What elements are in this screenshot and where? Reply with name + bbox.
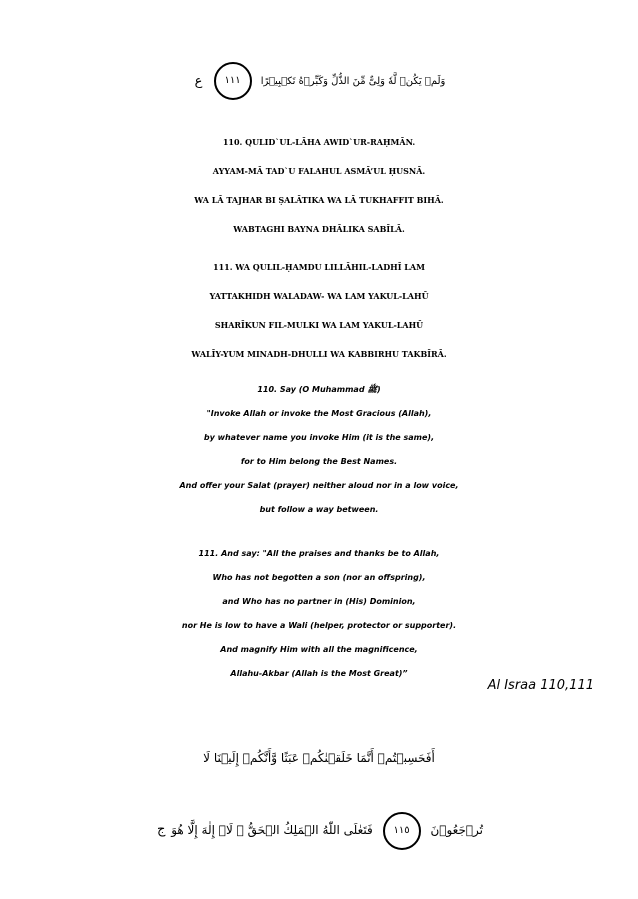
transliteration-verse-111 [0, 253, 638, 369]
translation-line: for to Him belong the Best Names. [240, 457, 398, 466]
transliteration-line: WALĪY-YUM MINADH-DHULLI WA KABBIRHU TAKBĪRĀ. [191, 349, 447, 359]
transliteration-verse-110 [0, 128, 638, 244]
transliteration-line: YATTAKHIDH WALADAW- WA LAM YAKUL-LAHŪ [209, 291, 429, 301]
arabic-line-2 [0, 794, 638, 866]
translation-verse-110 [0, 378, 638, 522]
transliteration-line: WA LĀ TAJHAR BI ṢALĀTIKA WA LĀ TUKHAFFIT BIHĀ. [194, 195, 444, 205]
arabic-verse-111 [0, 52, 638, 112]
arabic-line-2-start: تُرۡجَعُوۡنَ [430, 823, 484, 837]
transliteration-line: SHARĪKUN FIL-MULKI WA LAM YAKUL-LAHŪ [214, 320, 424, 330]
translation-line: Who has not begotten a son (nor an offspring), [212, 573, 426, 582]
transliteration-line: 110. QULID`UL-LĀHA AWID`UR-RAḤMĀN. [222, 137, 416, 147]
translation-line: And magnify Him with all the magnificence, [220, 645, 418, 654]
ruku-mark: ج [156, 822, 166, 837]
translation-line: Allahu-Akbar (Allah is the Most Great)” [230, 669, 408, 678]
ayah-number-marker: ١١١ [214, 62, 252, 100]
translation-line: and Who has no partner in (His) Dominion, [222, 597, 416, 606]
translation-line: but follow a way between. [259, 505, 379, 514]
translation-verse-111 [0, 542, 638, 686]
ruku-mark: ع [194, 74, 203, 89]
translation-line: 111. And say: "All the praises and thanks be to Allah, [198, 549, 440, 558]
translation-line: 110. Say (O Muhammad ﷺ) [257, 385, 381, 394]
ayah-number-marker: ١١٥ [383, 812, 421, 850]
translation-line: by whatever name you invoke Him (it is the same), [203, 433, 435, 442]
arabic-verse-115 [0, 722, 638, 866]
translation-line: "Invoke Allah or invoke the Most Gracious (Allah), [206, 409, 432, 418]
translation-line: nor He is low to have a Wali (helper, protector or supporter). [181, 621, 457, 630]
surah-reference: Al Israa 110,111 [487, 678, 594, 693]
transliteration-line: WABTAGHI BAYNA DHĀLIKA SABĪLĀ. [233, 224, 405, 234]
transliteration-line: 111. WA QULIL-ḤAMDU LILLĀHIL-LADHĪ LAM [213, 262, 425, 272]
arabic-line-2-end: فَتَعٰلَى اللّٰهُ الۡمَلِكُ الۡحَقُّ ۚ لَاۤ إِلٰهَ إِلَّا هُوَ [171, 823, 373, 837]
transliteration-line: AYYAM-MĀ TAD`U FALAHUL ASMĀ’UL ḤUSNĀ. [212, 166, 426, 176]
arabic-verse-text: وَلَمۡ يَكُنۡ لَّهٗ وَلِىٌّ مِّنَ الذُّلِّ وَكَبِّرۡهُ تَكۡبِيۡرًا [260, 76, 446, 87]
translation-line: And offer your Salat (prayer) neither aloud nor in a low voice, [179, 481, 459, 490]
arabic-line-1: أَفَحَسِبۡتُمۡ أَنَّمَا خَلَقۡنٰكُمۡ عَبَثًا وَّأَنَّكُمۡ إِلَيۡنَا لَا [203, 751, 435, 765]
